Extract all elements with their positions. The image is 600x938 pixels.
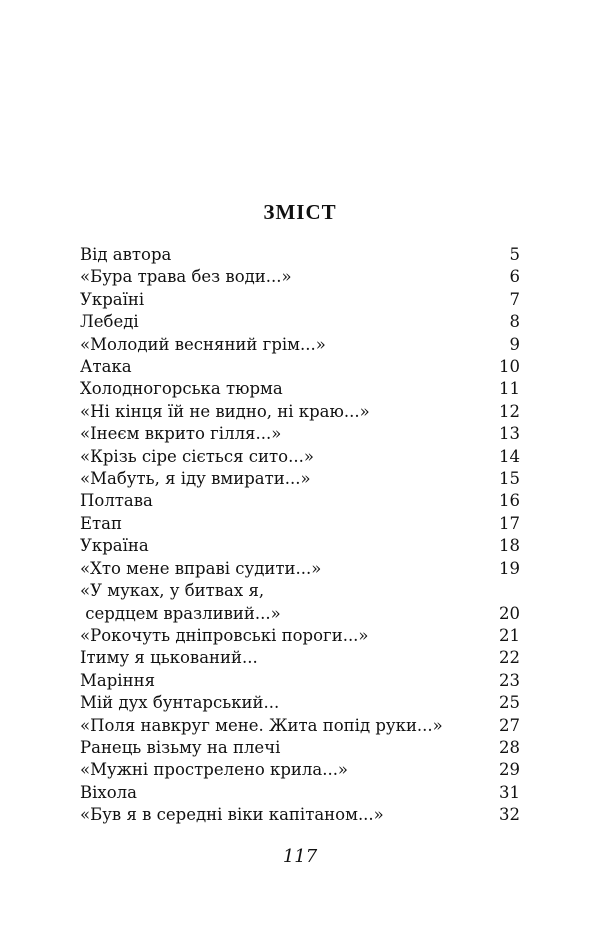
toc-entry-title: Віхола <box>80 782 137 802</box>
toc-entry <box>80 715 520 737</box>
toc-entry <box>80 490 520 512</box>
toc-entry-title: «Бура трава без води...» <box>80 267 292 287</box>
toc-list <box>80 244 520 827</box>
toc-entry-page: 11 <box>499 379 520 399</box>
toc-entry-page: 19 <box>499 558 520 578</box>
toc-entry-title: Ранець візьму на плечі <box>80 737 281 757</box>
toc-entry-title: Ітиму я цькований... <box>80 648 258 668</box>
toc-entry-title: Маріння <box>80 670 155 690</box>
toc-entry-page: 10 <box>499 357 520 377</box>
toc-entry-title: Мій дух бунтарський... <box>80 693 280 713</box>
toc-entry-page: 7 <box>509 289 520 309</box>
toc-entry <box>80 356 520 378</box>
toc-entry-title: «Крізь сіре сіється сито...» <box>80 446 314 466</box>
toc-entry-title: Полтава <box>80 491 153 511</box>
toc-entry-title: «Рокочуть дніпровські пороги...» <box>80 625 369 645</box>
toc-entry-page: 13 <box>499 424 520 444</box>
toc-entry <box>80 334 520 356</box>
toc-entry-title: Лебеді <box>80 312 139 332</box>
toc-entry-page: 17 <box>499 513 520 533</box>
toc-entry-page: 27 <box>499 715 520 735</box>
toc-entry-page: 9 <box>509 334 520 354</box>
toc-entry-page: 15 <box>499 469 520 489</box>
toc-heading: ЗМІСТ <box>263 200 337 224</box>
toc-entry-page: 29 <box>499 760 520 780</box>
toc-entry <box>80 737 520 759</box>
toc-entry <box>80 580 520 625</box>
page-number: 117 <box>282 846 318 867</box>
toc-entry-title: «Інеєм вкрито гілля...» <box>80 424 282 444</box>
toc-entry-page: 23 <box>499 670 520 690</box>
toc-entry <box>80 378 520 400</box>
toc-entry-title: «Поля навкруг мене. Жита попід руки...» <box>80 715 443 735</box>
toc-entry-title: Етап <box>80 513 123 533</box>
toc-entry <box>80 558 520 580</box>
toc-entry-title: «Ні кінця їй не видно, ні краю...» <box>80 401 370 421</box>
toc-entry-title: Атака <box>80 357 132 377</box>
toc-entry <box>80 311 520 333</box>
toc-entry <box>80 244 520 266</box>
toc-entry-page: 16 <box>499 491 520 511</box>
toc-entry <box>80 468 520 490</box>
toc-entry <box>80 670 520 692</box>
toc-entry <box>80 513 520 535</box>
toc-entry-page: 20 <box>499 603 520 623</box>
toc-entry <box>80 804 520 826</box>
toc-entry-title: Україні <box>80 289 145 309</box>
toc-entry-title: «Молодий весняний грім...» <box>80 334 326 354</box>
toc-entry <box>80 692 520 714</box>
toc-entry-title: «Був я в середні віки капітаном...» <box>80 805 384 825</box>
toc-entry-page: 32 <box>499 805 520 825</box>
toc-entry-title: «Мужні прострелено крила...» <box>80 760 349 780</box>
toc-entry <box>80 266 520 288</box>
toc-entry <box>80 535 520 557</box>
toc-entry <box>80 782 520 804</box>
toc-entry-title: Холодногорська тюрма <box>80 379 283 399</box>
toc-entry <box>80 423 520 445</box>
toc-entry-title: «У муках, у битвах я, сердцем вразливий...» <box>80 581 281 623</box>
toc-entry-title: «Хто мене вправі судити...» <box>80 558 322 578</box>
toc-entry-title: «Мабуть, я іду вмирати...» <box>80 469 311 489</box>
toc-entry-page: 6 <box>509 267 520 287</box>
toc-entry-title: Україна <box>80 536 149 556</box>
toc-entry-page: 18 <box>499 536 520 556</box>
toc-entry <box>80 647 520 669</box>
toc-entry <box>80 289 520 311</box>
toc-entry-page: 14 <box>499 446 520 466</box>
toc-entry-page: 28 <box>499 737 520 757</box>
toc-entry-page: 21 <box>499 625 520 645</box>
toc-entry <box>80 401 520 423</box>
toc-entry-page: 31 <box>499 782 520 802</box>
toc-entry-title: Від автора <box>80 245 172 264</box>
toc-entry <box>80 446 520 468</box>
toc-entry <box>80 759 520 781</box>
toc-entry-page: 5 <box>509 245 520 264</box>
toc-entry-page: 12 <box>499 401 520 421</box>
toc-entry <box>80 625 520 647</box>
toc-entry-page: 22 <box>499 648 520 668</box>
toc-entry-page: 25 <box>499 693 520 713</box>
toc-entry-page: 8 <box>509 312 520 332</box>
